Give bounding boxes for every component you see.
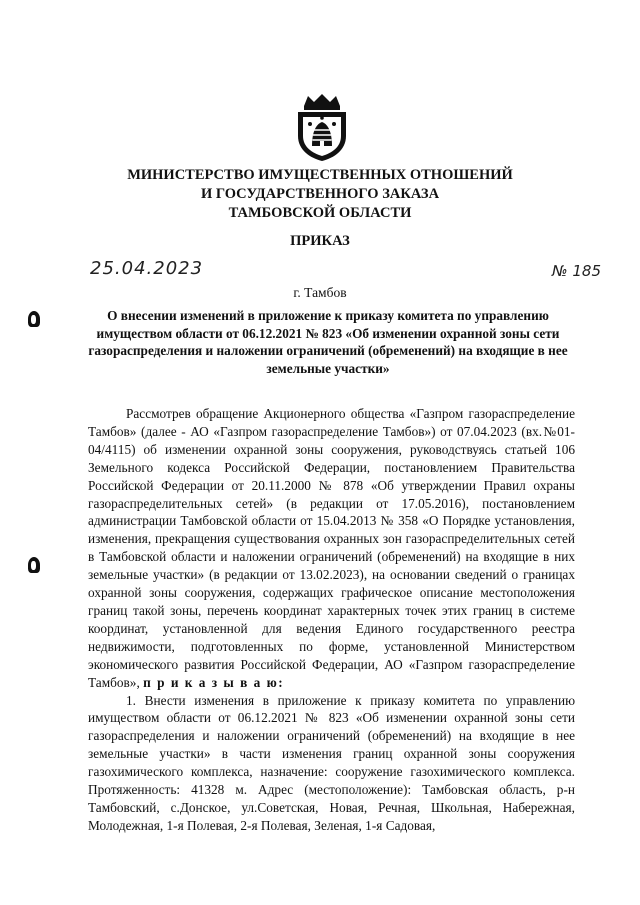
paragraph-preamble: [88, 405, 575, 692]
punch-hole-icon: [28, 557, 40, 573]
order-body: [88, 405, 575, 835]
paragraph-item-1: 1. Внести изменения в приложение к приказу комитета по управлению имуществом области от 06.12.2021 № 823 «Об изменении охранной зоны сети газораспределения и наложении ограничений (обременений) на входящие в нее земельные участки» в части изменения границ охранной зоны сооружения газохимического комплекса, назначение: сооружение газохимического комплекса. Протяженность: 41328 м. Адрес (местоположение): Тамбовская область, р-н Тамбовский, с.Донское, ул.Советская, Новая, Речная, Школьная, Набережная, Молодежная, 1-я Полевая, 2-я Полевая, Зеленая, 1-я Садовая,: [88, 692, 575, 833]
handwritten-number: № 185: [552, 262, 601, 280]
decree-word: п р и к а з ы в а ю:: [143, 674, 285, 690]
punch-hole-icon: [28, 311, 40, 327]
coat-of-arms-icon: [290, 92, 354, 162]
document-type: ПРИКАЗ: [290, 233, 350, 249]
preamble-text: Рассмотрев обращение Акционерного общества «Газпром газораспределение Тамбов» (далее - АО «Газпром газораспределение Тамбов») от 07.04.2023 (вх.№01-04/4115) об изменении охранной зоны сооружения, руководствуясь статьей 106 Земельного кодекса Российской Федерации, постановлением Правительства Российской Федерации от 20.11.2000 № 878 «Об утверждении Правил охраны газораспределительных сетей» (в редакции от 17.05.2016), постановлением администрации Тамбовской области от 15.04.2013 № 358 «О Порядке установления, изменения, прекращения существования охранных зон газораспределительных сетей в Тамбовской области и наложении ограничений (обременений) на входящие в них земельные участки» (в редакции от 13.02.2023), на основании сведений о границах охранной зоны сооружения, содержащих графическое описание местоположения границ такой зоны, перечень координат характерных точек этих границ в системе координат, установленной для ведения Единого государственного реестра недвижимости, подготовленных по форме, установленной Министерством экономического развития Российской Федерации, АО «Газпром газораспределение Тамбов»,: [88, 406, 575, 690]
handwritten-date: 25.04.2023: [90, 258, 204, 279]
ministry-line-3: ТАМБОВСКОЙ ОБЛАСТИ: [228, 205, 412, 221]
ministry-name: [0, 166, 640, 223]
city-label: г. Тамбов: [293, 285, 347, 300]
ministry-line-1: МИНИСТЕРСТВО ИМУЩЕСТВЕННЫХ ОТНОШЕНИЙ: [127, 167, 513, 183]
ministry-line-2: И ГОСУДАРСТВЕННОГО ЗАКАЗА: [200, 186, 440, 202]
order-subject: О внесении изменений в приложение к приказу комитета по управлению имуществом области от 06.12.2021 № 823 «Об изменении охранной зоны сети газораспределения и наложении ограничений (обременений) на входящие в нее земельные участки»: [88, 308, 568, 376]
